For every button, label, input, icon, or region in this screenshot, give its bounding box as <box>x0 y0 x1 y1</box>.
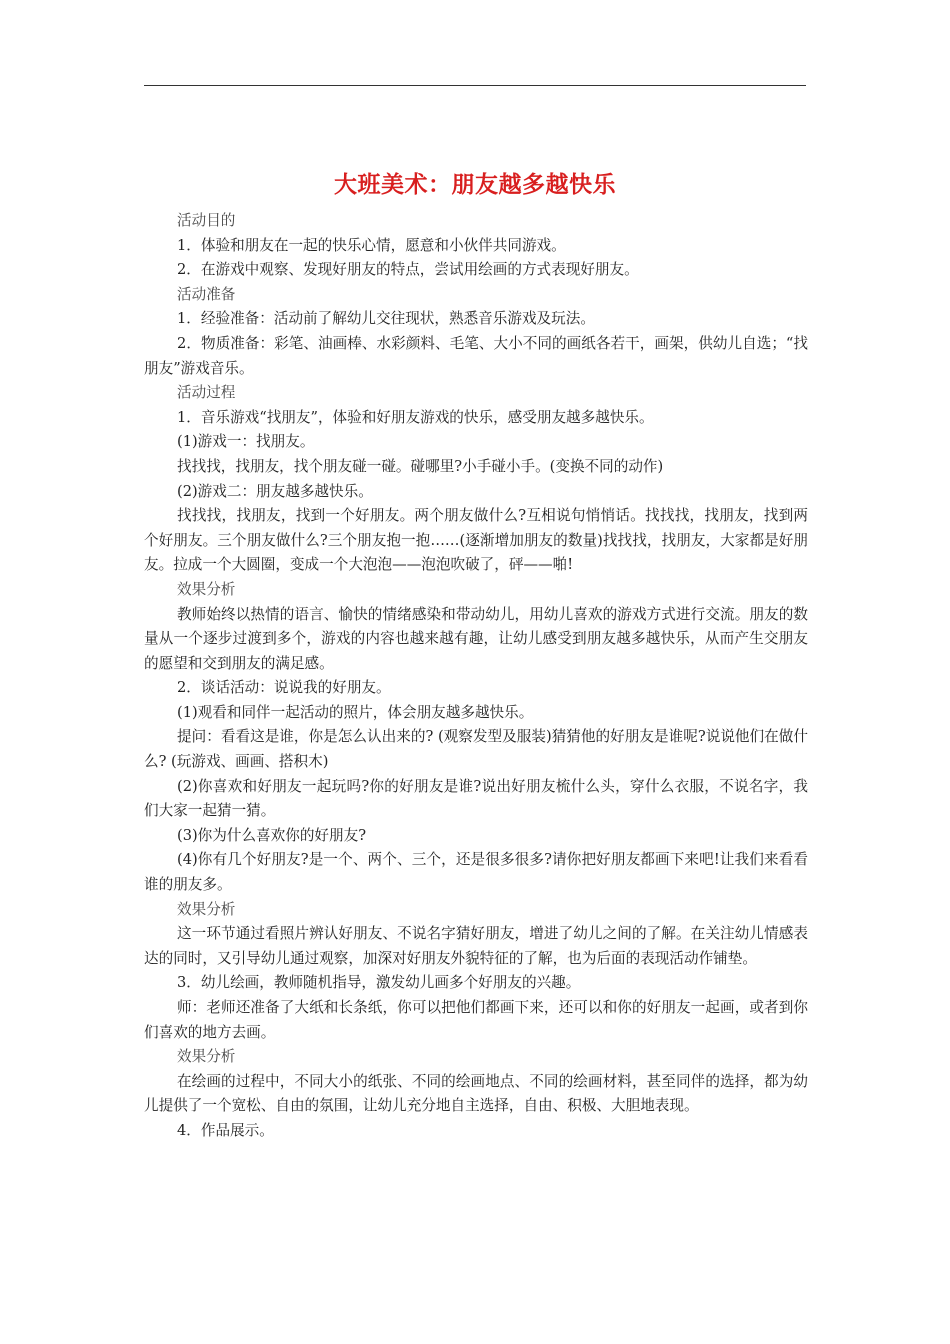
paragraph: 4．作品展示。 <box>177 1121 274 1139</box>
paragraph: 1．体验和朋友在一起的快乐心情，愿意和小伙伴共同游戏。 <box>177 236 566 254</box>
document-body <box>144 209 808 1144</box>
paragraph: 3．幼儿绘画，教师随机指导，激发幼儿画多个好朋友的兴趣。 <box>177 974 581 992</box>
paragraph: 在绘画的过程中，不同大小的纸张、不同的绘画地点、不同的绘画材料，甚至同伴的选择，都为幼儿提供了一个宽松、自由的氛围，让幼儿充分地自主选择，自由、积极、大胆地表现。 <box>144 1072 808 1115</box>
paragraph: 教师始终以热情的语言、愉快的情绪感染和带动幼儿，用幼儿喜欢的游戏方式进行交流。朋友的数量从一个逐步过渡到多个，游戏的内容也越来越有趣，让幼儿感受到朋友越多越快乐，从而产生交朋友的愿望和交到朋友的满足感。 <box>144 605 808 672</box>
paragraph: (2)你喜欢和好朋友一起玩吗?你的好朋友是谁?说出好朋友梳什么头，穿什么衣服，不说名字，我们大家一起猜一猜。 <box>144 777 808 820</box>
paragraph: 2．在游戏中观察、发现好朋友的特点，尝试用绘画的方式表现好朋友。 <box>177 261 639 279</box>
paragraph: 1．音乐游戏“找朋友”，体验和好朋友游戏的快乐，感受朋友越多越快乐。 <box>177 408 654 426</box>
paragraph: 1．经验准备：活动前了解幼儿交往现状，熟悉音乐游戏及玩法。 <box>177 310 595 328</box>
header-rule <box>144 85 806 86</box>
section-heading: 活动目的 <box>177 212 236 229</box>
paragraph: 2．物质准备：彩笔、油画棒、水彩颜料、毛笔、大小不同的画纸各若干，画架，供幼儿自选；“找朋友”游戏音乐。 <box>144 334 808 377</box>
paragraph: 提问：看看这是谁，你是怎么认出来的? (观察发型及服装)猜猜他的好朋友是谁呢?说说他们在做什么? (玩游戏、画画、搭积木) <box>144 728 808 771</box>
paragraph: (3)你为什么喜欢你的好朋友? <box>177 826 367 844</box>
paragraph: (4)你有几个好朋友?是一个、两个、三个，还是很多很多?请你把好朋友都画下来吧!让我们来看看谁的朋友多。 <box>144 851 808 894</box>
section-heading: 效果分析 <box>177 1048 236 1066</box>
paragraph: 师：老师还准备了大纸和长条纸，你可以把他们都画下来，还可以和你的好朋友一起画，或者到你们喜欢的地方去画。 <box>144 999 808 1041</box>
paragraph: 找找找，找朋友，找个朋友碰一碰。碰哪里?小手碰小手。(变换不同的动作) <box>177 457 664 475</box>
paragraph: (2)游戏二：朋友越多越快乐。 <box>177 482 373 500</box>
paragraph: 2．谈话活动：说说我的好朋友。 <box>177 679 391 697</box>
document-title: 大班美术：朋友越多越快乐 <box>334 171 616 198</box>
section-heading: 活动准备 <box>177 285 236 303</box>
section-heading: 效果分析 <box>177 900 236 918</box>
section-heading: 效果分析 <box>177 580 236 598</box>
paragraph: (1)游戏一：找朋友。 <box>177 433 315 451</box>
paragraph: 这一环节通过看照片辨认好朋友、不说名字猜好朋友，增进了幼儿之间的了解。在关注幼儿情感表达的同时，又引导幼儿通过观察，加深对好朋友外貌特征的了解，也为后面的表现活动作铺垫。 <box>144 925 808 967</box>
paragraph: (1)观看和同伴一起活动的照片，体会朋友越多越快乐。 <box>177 703 534 721</box>
section-heading: 活动过程 <box>177 384 236 402</box>
paragraph: 找找找，找朋友，找到一个好朋友。两个朋友做什么?互相说句悄悄话。找找找，找朋友，找到两个好朋友。三个朋友做什么?三个朋友抱一抱……(逐渐增加朋友的数量)找找找，找朋友，大家都是好朋友。拉成一个大圆圈，变成一个大泡泡——泡泡吹破了，砰——啪! <box>144 507 808 574</box>
